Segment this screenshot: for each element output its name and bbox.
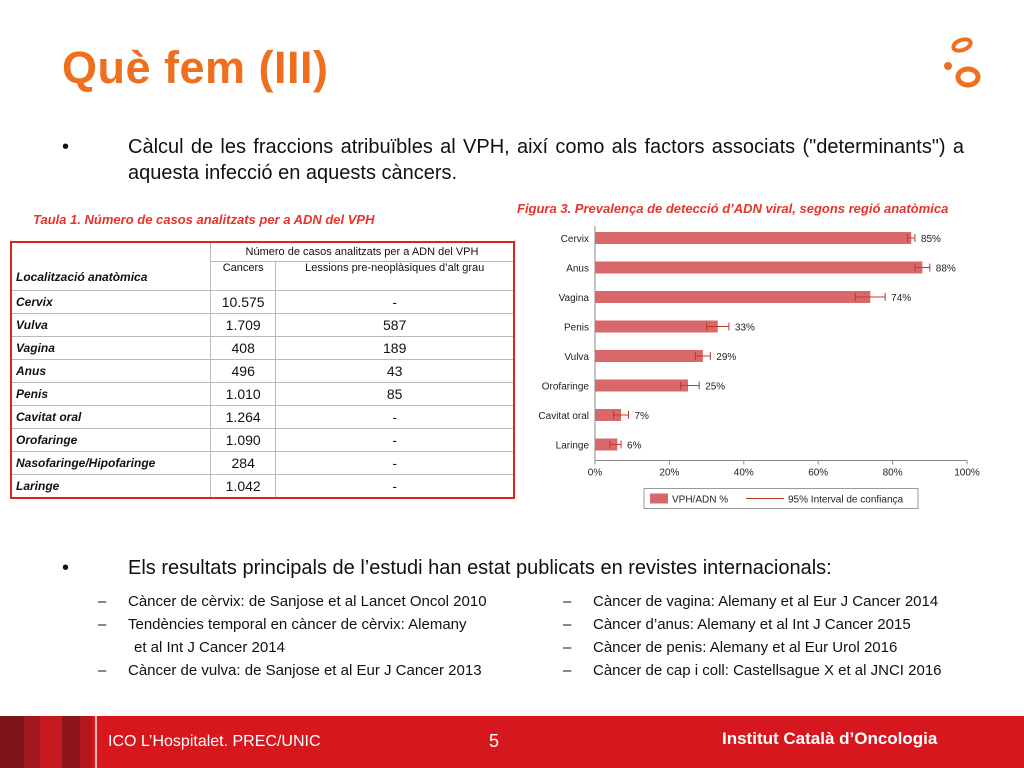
- cancers-cell: 408: [211, 337, 276, 360]
- dash: –: [563, 593, 572, 610]
- table-row: [11, 314, 514, 337]
- x-tick-label: 80%: [882, 467, 903, 479]
- bullet-resultats-text: Els resultats principals de l’estudi han estat publicats en revistes internacionals:: [128, 557, 832, 579]
- references-left: [98, 590, 487, 682]
- x-tick-label: 20%: [659, 467, 680, 479]
- table-row: [11, 452, 514, 475]
- cancers-cell: 1.042: [211, 475, 276, 499]
- reference-text: Càncer de cèrvix: de Sanjose et al Lancet Oncol 2010: [128, 593, 487, 610]
- header-cancers: Cancers: [211, 262, 276, 291]
- cancers-cell: 10.575: [211, 291, 276, 314]
- footer-organization: Institut Català d’Oncologia: [722, 729, 938, 748]
- reference-item: [563, 659, 942, 682]
- lesions-cell: -: [276, 406, 514, 429]
- x-tick-label: 60%: [808, 467, 829, 479]
- lesions-cell: -: [276, 475, 514, 499]
- slide-title: Què fem (III): [62, 42, 329, 93]
- header-group: Número de casos analitzats per a ADN del VPH: [211, 242, 515, 262]
- lesions-cell: 85: [276, 383, 514, 406]
- footer-stripe: [80, 716, 92, 768]
- lesions-cell: -: [276, 429, 514, 452]
- footer-location: ICO L’Hospitalet. PREC/UNIC: [108, 733, 321, 750]
- category-label: Penis: [563, 322, 589, 334]
- bar: [595, 380, 688, 392]
- location-cell: Penis: [11, 383, 211, 406]
- reference-item-continuation: [98, 636, 487, 659]
- category-label: Cervix: [560, 234, 589, 245]
- cancers-cell: 1.010: [211, 383, 276, 406]
- prevalence-bar-chart: [520, 218, 990, 528]
- dash: –: [98, 593, 107, 610]
- reference-text: Càncer de penis: Alemany et al Eur Urol 2016: [593, 639, 898, 656]
- dash: –: [563, 662, 572, 679]
- data-label: 25%: [705, 381, 726, 393]
- data-label: 85%: [920, 234, 941, 245]
- header-lesions: Lessions pre-neoplàsiques d’alt grau: [276, 262, 514, 291]
- ico-logo-icon: [936, 36, 988, 94]
- legend-label: 95% Interval de confiança: [788, 494, 904, 506]
- reference-text: Càncer de vulva: de Sanjose et al Eur J Cancer 2013: [128, 662, 482, 679]
- data-label: 7%: [634, 411, 649, 422]
- table-row: [11, 383, 514, 406]
- lesions-cell: -: [276, 452, 514, 475]
- table-row: [11, 475, 514, 499]
- reference-text: Tendències temporal en càncer de cèrvix: Alemany: [128, 616, 467, 633]
- lesions-cell: 189: [276, 337, 514, 360]
- category-label: Laringe: [555, 440, 589, 452]
- lesions-cell: 43: [276, 360, 514, 383]
- legend-label: VPH/ADN %: [672, 494, 729, 506]
- category-label: Cavitat oral: [538, 411, 589, 422]
- dash: –: [98, 662, 107, 679]
- reference-item: [563, 636, 942, 659]
- cancers-cell: 1.090: [211, 429, 276, 452]
- lesions-cell: -: [276, 291, 514, 314]
- footer-stripe: [24, 716, 40, 768]
- reference-text: Càncer de vagina: Alemany et al Eur J Cancer 2014: [593, 593, 939, 610]
- references-right: [563, 590, 942, 682]
- location-cell: Orofaringe: [11, 429, 211, 452]
- location-cell: Vulva: [11, 314, 211, 337]
- table-row: [11, 360, 514, 383]
- table-row: [11, 337, 514, 360]
- reference-item: [98, 613, 487, 636]
- cancers-cell: 1.264: [211, 406, 276, 429]
- reference-item: [563, 613, 942, 636]
- data-label: 88%: [935, 263, 956, 275]
- cancers-cell: 1.709: [211, 314, 276, 337]
- footer-stripe: [0, 716, 24, 768]
- header-location: Localització anatòmica: [11, 242, 211, 291]
- dash: –: [563, 616, 572, 633]
- cases-table: [10, 241, 515, 499]
- x-tick-label: 40%: [733, 467, 754, 479]
- table-row: [11, 406, 514, 429]
- reference-text: Càncer d’anus: Alemany et al Int J Cancer 2015: [593, 616, 911, 633]
- dash: –: [563, 639, 572, 656]
- page-number: 5: [489, 731, 500, 751]
- reference-text: Càncer de cap i coll: Castellsague X et al JNCI 2016: [593, 662, 942, 679]
- location-cell: Cavitat oral: [11, 406, 211, 429]
- footer-bar: [0, 716, 1024, 768]
- footer-divider: [95, 716, 97, 768]
- reference-item: [563, 590, 942, 613]
- footer-stripe: [40, 716, 62, 768]
- location-cell: Cervix: [11, 291, 211, 314]
- reference-text: et al Int J Cancer 2014: [134, 639, 285, 656]
- location-cell: Laringe: [11, 475, 211, 499]
- bar: [595, 232, 911, 244]
- data-label: 6%: [627, 440, 642, 452]
- bar: [595, 262, 922, 274]
- bar: [595, 350, 703, 362]
- bullet-dot: •: [62, 557, 70, 579]
- reference-item: [98, 659, 487, 682]
- cancers-cell: 284: [211, 452, 276, 475]
- table-row: [11, 291, 514, 314]
- data-label: 74%: [891, 293, 912, 304]
- reference-item: [98, 590, 487, 613]
- dash: –: [98, 616, 107, 633]
- x-tick-label: 0%: [587, 467, 603, 479]
- lesions-cell: 587: [276, 314, 514, 337]
- location-cell: Vagina: [11, 337, 211, 360]
- bullet-calcul-text: Càlcul de les fraccions atribuïbles al VPH, així como als factors associats ("determinants") a aquesta infecció en aquests càncers.: [128, 136, 964, 184]
- category-label: Anus: [566, 263, 589, 275]
- category-label: Orofaringe: [541, 381, 589, 393]
- table-row: [11, 429, 514, 452]
- category-label: Vagina: [558, 293, 589, 304]
- bullet-dot: •: [62, 136, 70, 158]
- location-cell: Anus: [11, 360, 211, 383]
- location-cell: Nasofaringe/Hipofaringe: [11, 452, 211, 475]
- cancers-cell: 496: [211, 360, 276, 383]
- legend-swatch-bars: [650, 494, 668, 504]
- bar: [595, 291, 870, 303]
- table-caption: Taula 1. Número de casos analitzats per a ADN del VPH: [33, 212, 375, 227]
- data-label: 33%: [734, 322, 755, 334]
- data-label: 29%: [716, 352, 737, 363]
- footer-stripe: [62, 716, 80, 768]
- category-label: Vulva: [564, 352, 589, 363]
- x-tick-label: 100%: [954, 467, 980, 479]
- chart-title: Figura 3. Prevalença de detecció d’ADN viral, segons regió anatòmica: [517, 201, 949, 216]
- bar: [595, 321, 718, 333]
